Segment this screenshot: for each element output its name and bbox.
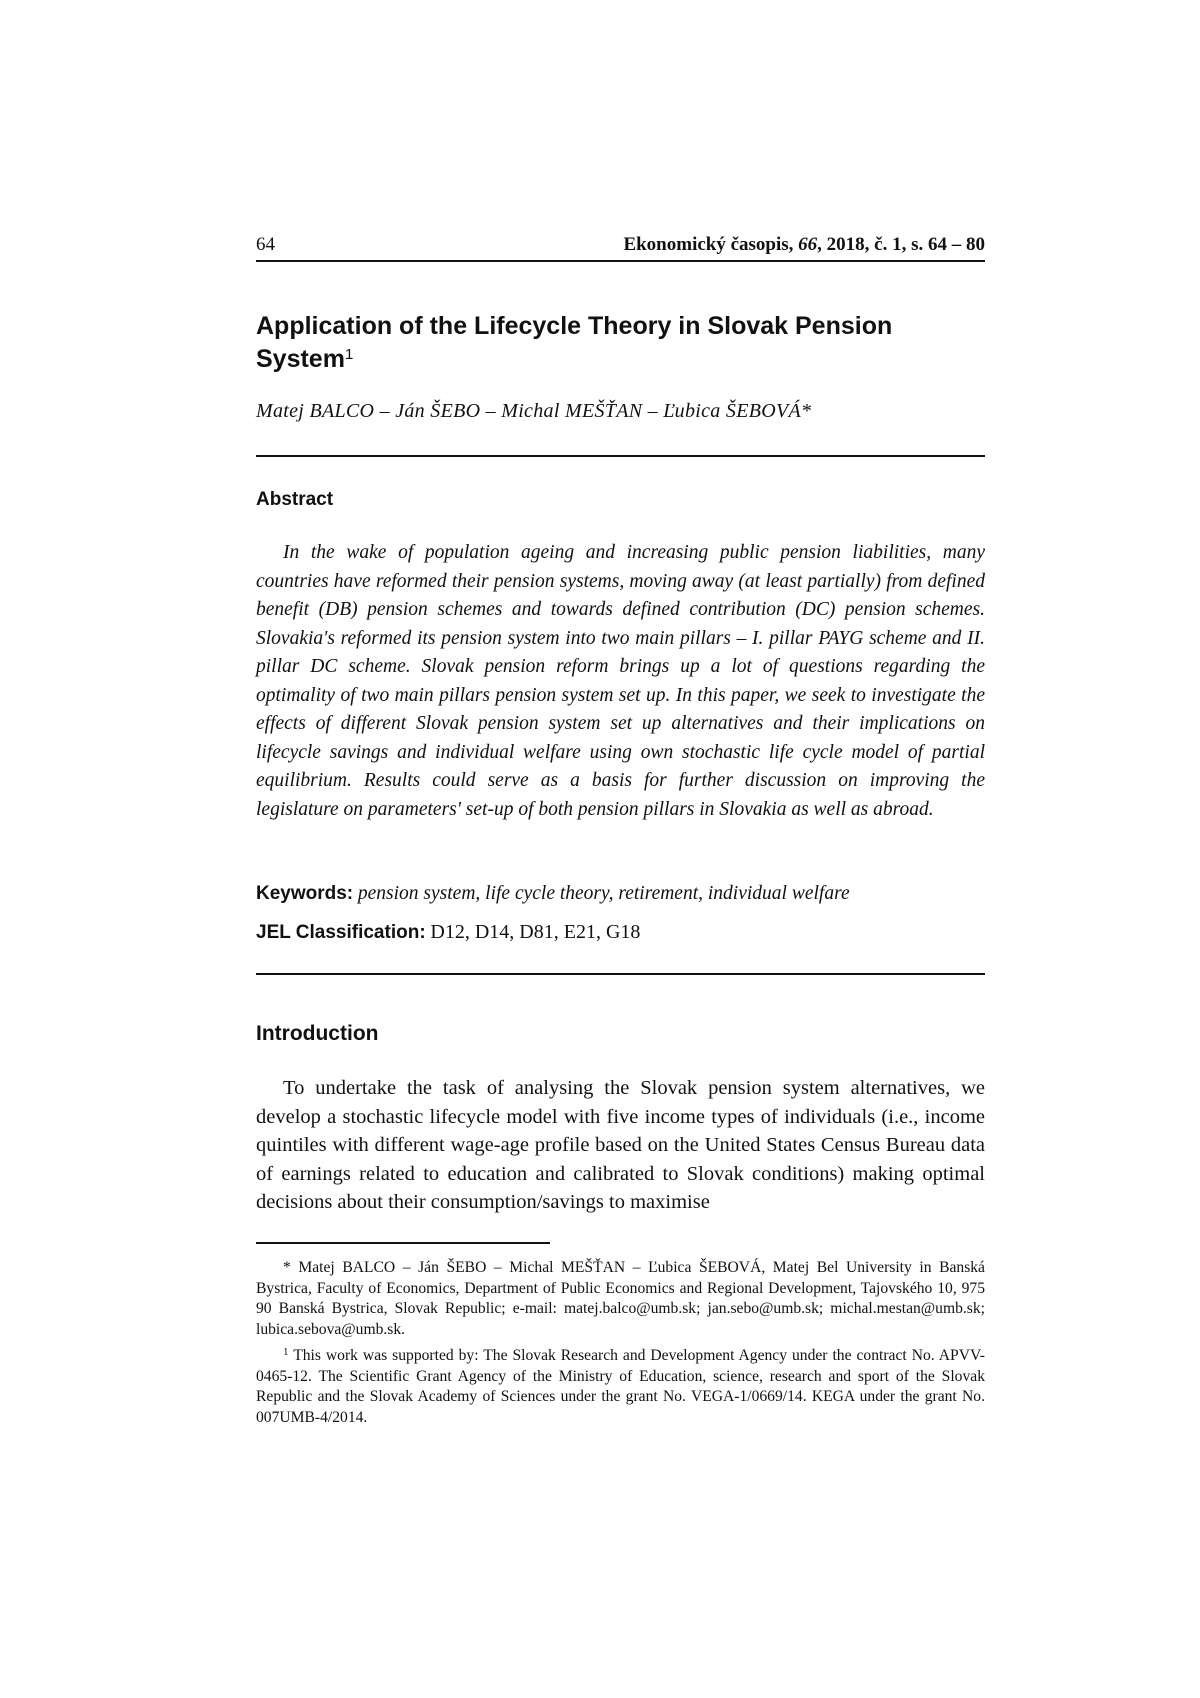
footnote-funding (256, 1346, 985, 1428)
page-number: 64 (256, 234, 275, 255)
abstract-heading: Abstract (256, 489, 334, 510)
abstract-text: In the wake of population ageing and increasing public pension liabilities, many countries have reformed their pension systems, moving away (at least partially) from defined benefit (DB) pension schemes and towards defined contribution (DC) pension schemes. Slovakia's reformed its pension system into two main pillars – I. pillar PAYG scheme and II. pillar DC scheme. Slovak pension reform brings up a lot of questions regarding the optimality of two main pillars pension system set up. In this paper, we seek to investigate the effects of different Slovak pension system set up alternatives and their implications on lifecycle savings and individual welfare using own stochastic life cycle model of partial equilibrium. Results could serve as a basis for further discussion on improving the legislature on parameters' set-up of both pension pillars in Slovakia as well as abroad. (256, 542, 985, 820)
introduction-heading: Introduction (256, 1022, 379, 1045)
footnote-funding-text: This work was supported by: The Slovak Research and Development Agency under the contract No. APVV-0465-12. The Scientific Grant Agency of the Ministry of Education, science, research and sport of the Slovak Republic and the Slovak Academy of Sciences under the grant No. VEGA-1/0669/14. KEGA under the grant No. 007UMB-4/2014. (256, 1347, 985, 1426)
paper-title (256, 310, 985, 376)
journal-name: Ekonomický časopis, (623, 234, 799, 255)
jel-label: JEL Classification: (256, 922, 426, 943)
keywords-label: Keywords: (256, 883, 354, 904)
footnotes (256, 1258, 985, 1434)
paper-title-text: Application of the Lifecycle Theory in Slovak Pension System (256, 312, 893, 373)
footnote-divider (256, 1242, 550, 1244)
footnote-author-text: Matej BALCO – Ján ŠEBO – Michal MEŠŤAN – Ľubica ŠEBOVÁ, Matej Bel University in Banská Bystrica, Faculty of Economics, Department of Public Economics and Regional Development, Tajovského 10, 975 90 Banská Bystrica, Slovak Republic; e-mail: matej.balco@umb.sk; jan.sebo@umb.sk; michal.mestan@umb.sk; lubica.sebova@umb.sk. (256, 1259, 985, 1338)
keywords-value: pension system, life cycle theory, retirement, individual welfare (357, 883, 850, 904)
keywords (256, 883, 985, 905)
running-head (256, 228, 985, 262)
jel-classification (256, 921, 985, 944)
jel-value: D12, D14, D81, E21, G18 (430, 921, 641, 943)
journal-issue: , 2018, č. 1, s. 64 – 80 (817, 234, 985, 255)
footnote-author (256, 1258, 985, 1340)
author-list: Matej BALCO – Ján ŠEBO – Michal MEŠŤAN – Ľubica ŠEBOVÁ* (256, 400, 812, 422)
divider (256, 973, 985, 975)
divider (256, 455, 985, 457)
footnote-funding-mark: 1 (283, 1346, 289, 1358)
journal-volume: 66 (798, 234, 818, 255)
footnote-author-mark: * (283, 1259, 291, 1276)
introduction-text: To undertake the task of analysing the Slovak pension system alternatives, we develop a stochastic lifecycle model with five income types of individuals (i.e., income quintiles with different wage-age profile based on the United States Census Bureau data of earnings related to education and calibrated to Slovak conditions) making optimal decisions about their consumption/savings to maximise (256, 1077, 985, 1213)
title-footnote-mark: 1 (344, 346, 354, 363)
journal-citation (623, 234, 985, 256)
